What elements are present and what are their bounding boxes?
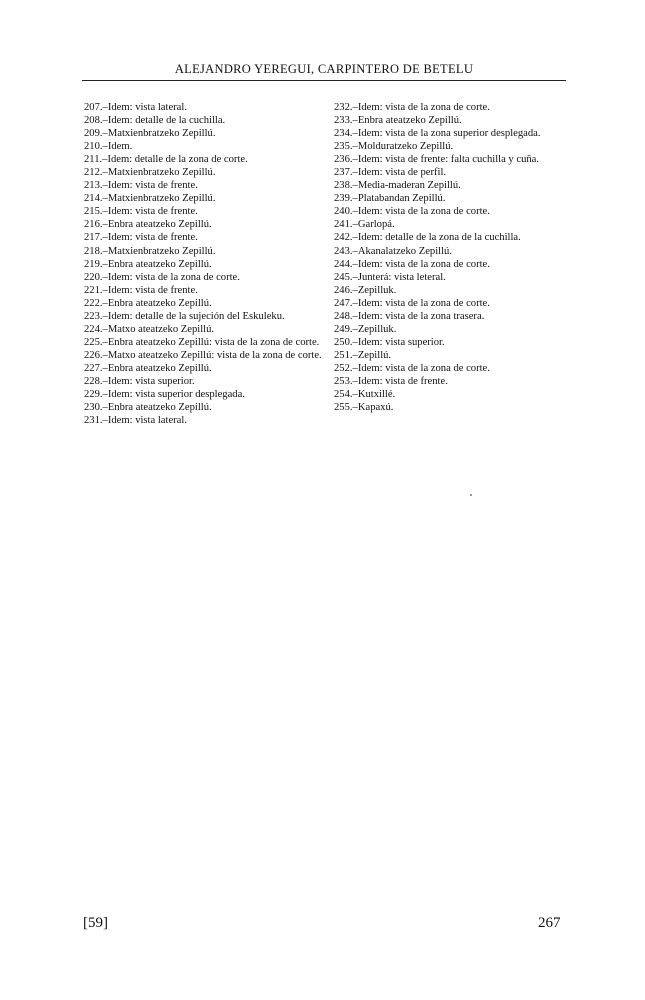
caption-entry: 217.–Idem: vista de frente. <box>84 232 198 244</box>
caption-entry: 245.–Junterá: vista leteral. <box>334 271 446 283</box>
bracket-page-ref: [59] <box>83 915 108 931</box>
caption-entry: 231.–Idem: vista lateral. <box>84 415 187 427</box>
caption-entry: 244.–Idem: vista de la zona de corte. <box>334 258 490 270</box>
caption-entry: 236.–Idem: vista de frente: falta cuchilla y cuña. <box>334 154 540 166</box>
caption-entry: 225.–Enbra ateatzeko Zepillú: vista de la zona de corte. <box>84 336 320 348</box>
caption-entry: 226.–Matxo ateatzeko Zepillú: vista de la zona de corte. <box>84 349 322 361</box>
caption-entry: 242.–Idem: detalle de la zona de la cuchilla. <box>334 232 521 244</box>
caption-entry: 214.–Matxienbratzeko Zepillú. <box>84 193 216 205</box>
caption-entry: 223.–Idem: detalle de la sujeción del Eskuleku. <box>84 310 285 322</box>
caption-entry: 219.–Enbra ateatzeko Zepillú. <box>84 258 212 270</box>
caption-entry: 224.–Matxo ateatzeko Zepillú. <box>84 323 215 335</box>
header-rule <box>82 80 566 81</box>
caption-entry: 254.–Kutxillé. <box>334 389 396 401</box>
caption-entry: 233.–Enbra ateatzeko Zepillú. <box>334 115 462 127</box>
caption-entry: 237.–Idem: vista de perfil. <box>334 167 447 179</box>
caption-entry: 251.–Zepillú. <box>334 349 392 361</box>
caption-list-left <box>84 101 322 427</box>
caption-entry: 228.–Idem: vista superior. <box>84 375 195 387</box>
caption-entry: 220.–Idem: vista de la zona de corte. <box>84 271 240 283</box>
caption-entry: 221.–Idem: vista de frente. <box>84 284 198 296</box>
caption-entry: 255.–Kapaxú. <box>334 402 394 414</box>
caption-entry: 207.–Idem: vista lateral. <box>84 102 187 113</box>
caption-entry: 234.–Idem: vista de la zona superior desplegada. <box>334 128 541 140</box>
caption-entry: 222.–Enbra ateatzeko Zepillú. <box>84 297 212 309</box>
page-speck <box>470 494 472 496</box>
caption-entry: 213.–Idem: vista de frente. <box>84 180 198 192</box>
caption-entry: 227.–Enbra ateatzeko Zepillú. <box>84 362 212 374</box>
caption-entry: 218.–Matxienbratzeko Zepillú. <box>84 245 216 257</box>
caption-entry: 230.–Enbra ateatzeko Zepillú. <box>84 402 212 414</box>
caption-entry: 229.–Idem: vista superior desplegada. <box>84 389 245 401</box>
caption-entry: 247.–Idem: vista de la zona de corte. <box>334 297 490 309</box>
caption-entry: 216.–Enbra ateatzeko Zepillú. <box>84 219 212 231</box>
caption-entry: 248.–Idem: vista de la zona trasera. <box>334 310 485 322</box>
caption-entry: 211.–Idem: detalle de la zona de corte. <box>84 154 248 166</box>
caption-entry: 239.–Platabandan Zepillú. <box>334 193 446 205</box>
caption-entry: 238.–Media-maderan Zepillú. <box>334 180 461 192</box>
caption-entry: 212.–Matxienbratzeko Zepillú. <box>84 167 216 179</box>
caption-entry: 240.–Idem: vista de la zona de corte. <box>334 206 490 218</box>
caption-entry: 243.–Akanalatzeko Zepillú. <box>334 245 452 257</box>
caption-entry: 252.–Idem: vista de la zona de corte. <box>334 362 490 374</box>
caption-entry: 246.–Zepilluk. <box>334 284 397 296</box>
caption-entry: 249.–Zepilluk. <box>334 323 397 335</box>
caption-entry: 208.–Idem: detalle de la cuchilla. <box>84 115 226 127</box>
caption-entry: 250.–Idem: vista superior. <box>334 336 445 348</box>
caption-entry: 241.–Garlopá. <box>334 219 395 231</box>
caption-entry: 253.–Idem: vista de frente. <box>334 375 448 387</box>
caption-entry: 215.–Idem: vista de frente. <box>84 206 198 218</box>
caption-entry: 210.–Idem. <box>84 141 133 153</box>
caption-list-right <box>334 101 572 414</box>
caption-entry: 209.–Matxienbratzeko Zepillú. <box>84 128 216 140</box>
running-head: ALEJANDRO YEREGUI, CARPINTERO DE BETELU <box>174 62 474 76</box>
caption-entry: 235.–Molduratzeko Zepillú. <box>334 141 454 153</box>
page-number: 267 <box>538 915 561 931</box>
caption-entry: 232.–Idem: vista de la zona de corte. <box>334 102 490 113</box>
